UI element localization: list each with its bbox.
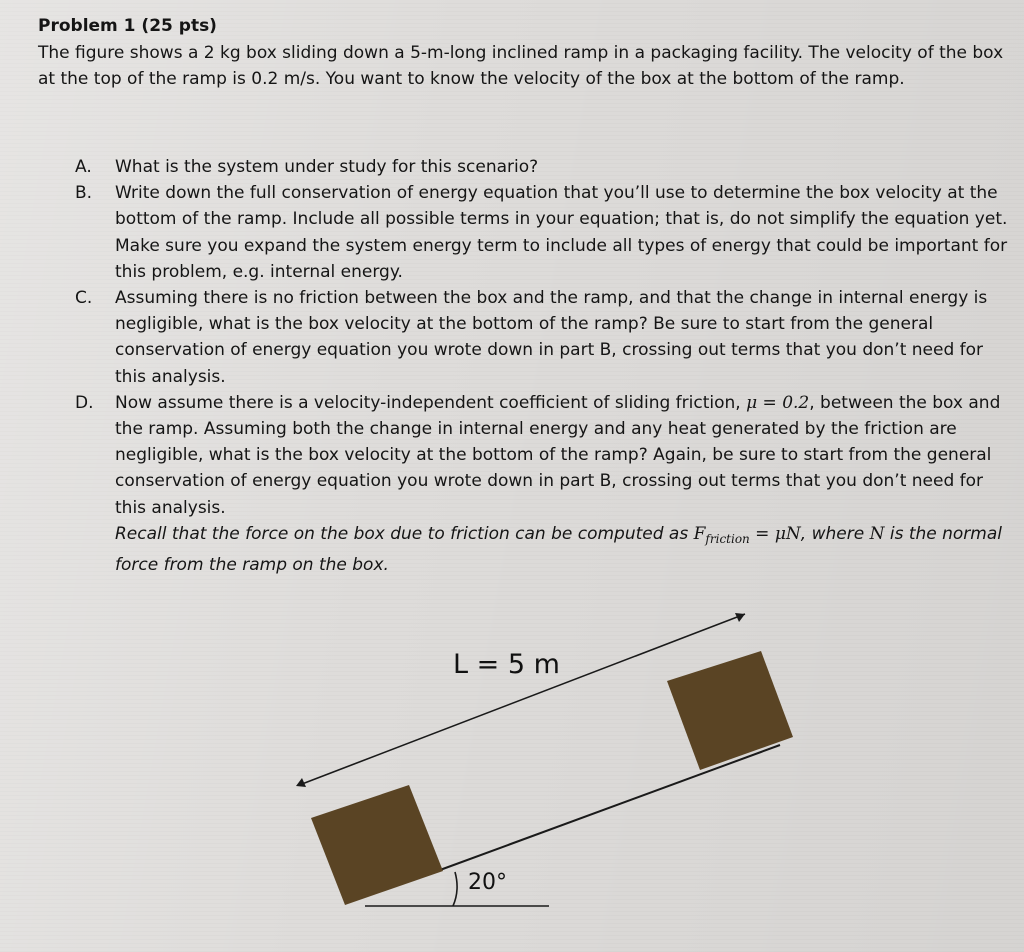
problem-intro: The figure shows a 2 kg box sliding down a 5-m-long inclined ramp in a packaging facility. The velocity of the box at the top of the ramp is 0.2 m/s. You want to know the velocity of the box at the bottom of the ramp. <box>38 43 1004 89</box>
normal-force-symbol: N <box>869 523 885 544</box>
box-top <box>667 651 793 770</box>
friction-coefficient-equation: μ = 0.2 <box>746 392 810 413</box>
friction-force-equation: = μN <box>749 523 801 544</box>
problem-title: Problem 1 (25 pts) <box>38 16 217 36</box>
friction-force-symbol: F <box>693 523 706 544</box>
ramp-surface <box>440 745 780 870</box>
part-text: Write down the full conservation of energy equation that you’ll use to determine the box velocity at the bottom of the ramp. Include all possible terms in your equation; that is, do not simplify the equation yet. Make sure you expand the system energy term to include all types of energy that could be important for this problem, e.g. internal energy. <box>115 183 1008 282</box>
part-letter: D. <box>75 392 94 413</box>
part-d-text-before: Now assume there is a velocity-independent coefficient of sliding friction, <box>115 392 747 413</box>
recall-text-after: is the normal force from the ramp on the box. <box>115 523 1002 576</box>
part-letter: B. <box>75 183 93 204</box>
angle-label: 20° <box>468 870 507 895</box>
recall-text-mid: , where <box>800 523 870 544</box>
part-letter: C. <box>75 288 93 309</box>
friction-subscript: friction <box>705 531 750 546</box>
part-text: Assuming there is no friction between the box and the ramp, and that the change in internal energy is negligible, what is the box velocity at the bottom of the ramp? Be sure to start from the general conservation of energy equation you wrote down in part B, crossing out terms that you don’t need for this analysis. <box>115 288 988 387</box>
part-letter: A. <box>75 157 92 177</box>
box-bottom <box>311 785 443 905</box>
part-d-text-after: , between the box and the ramp. Assuming both the change in internal energy and any heat generated by the friction are negligible, what is the box velocity at the bottom of the ramp? Again, be sure to start from the general conservation of energy equation you wrote down in part B, crossing out terms that you don’t need for this analysis. <box>115 392 1001 518</box>
recall-text-before: Recall that the force on the box due to friction can be computed as <box>115 523 694 544</box>
part-text: What is the system under study for this scenario? <box>115 157 539 177</box>
angle-arc <box>453 872 457 906</box>
length-label: L = 5 m <box>453 649 560 680</box>
